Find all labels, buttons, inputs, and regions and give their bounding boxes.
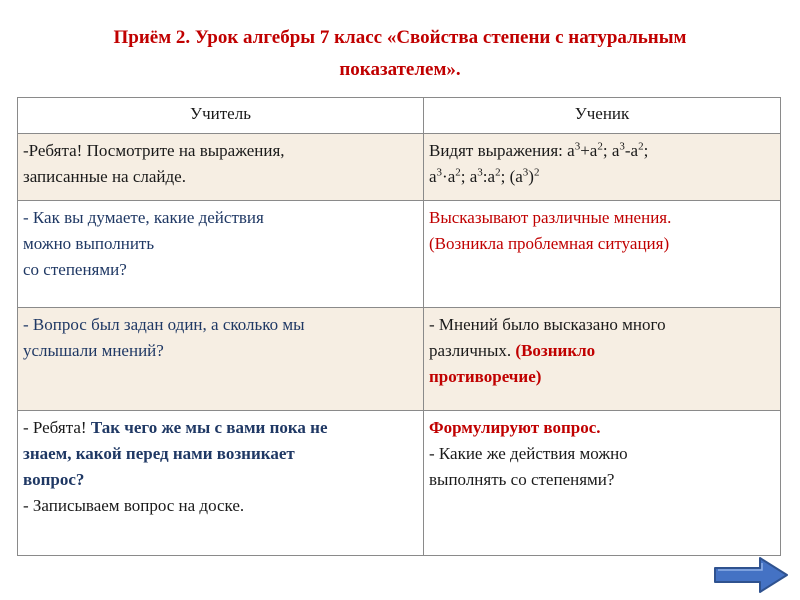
title-line-2: показателем». — [339, 59, 461, 80]
teacher-text: услышали мнений? — [23, 341, 164, 360]
teacher-cell — [18, 201, 424, 308]
student-text: (Возникла проблемная ситуация) — [429, 234, 670, 253]
teacher-text: - Вопрос был задан один, а сколько мы — [23, 315, 305, 334]
teacher-text: со степенями? — [23, 260, 127, 279]
teacher-plain: - Ребята! — [23, 418, 91, 437]
student-text: Высказывают различные мнения. — [429, 208, 672, 227]
student-cell — [424, 134, 781, 201]
table-row — [18, 308, 781, 411]
teacher-highlight: вопрос? — [23, 470, 85, 489]
teacher-cell — [18, 411, 424, 556]
student-highlight: (Возникло — [515, 341, 596, 360]
student-cell — [424, 308, 781, 411]
teacher-text: -Ребята! Посмотрите на выражения, — [23, 141, 285, 160]
student-text — [429, 338, 775, 364]
page-title — [0, 22, 800, 86]
student-plain: различных. — [429, 341, 516, 360]
table-row — [18, 134, 781, 201]
table-header-row — [18, 98, 781, 134]
student-cell — [424, 201, 781, 308]
header-student: Ученик — [424, 98, 781, 134]
lesson-table — [17, 97, 781, 556]
header-teacher: Учитель — [18, 98, 424, 134]
table-row — [18, 201, 781, 308]
teacher-text: можно выполнить — [23, 234, 155, 253]
student-highlight: противоречие) — [429, 367, 542, 386]
teacher-text: - Как вы думаете, какие действия — [23, 208, 264, 227]
student-highlight: Формулируют вопрос. — [429, 418, 601, 437]
teacher-text: - Записываем вопрос на доске. — [23, 496, 245, 515]
student-text — [429, 138, 775, 164]
teacher-highlight: знаем, какой перед нами возникает — [23, 444, 295, 463]
expression-line-1: $a^3+a^2$; $a^3-a^2$; — [567, 140, 649, 160]
teacher-cell — [18, 134, 424, 201]
student-text: выполнять со степенями? — [429, 470, 615, 489]
student-text: - Мнений было высказано много — [429, 315, 666, 334]
next-slide-button[interactable] — [712, 555, 790, 595]
student-prefix: Видят выражения: — [429, 141, 568, 160]
teacher-text: записанные на слайде. — [23, 167, 186, 186]
student-text: - Какие же действия можно — [429, 444, 628, 463]
teacher-highlight: Так чего же мы с вами пока не — [90, 418, 328, 437]
teacher-text — [23, 415, 418, 441]
table-row — [18, 411, 781, 556]
title-line-1: Приём 2. Урок алгебры 7 класс «Свойства степени с натуральным — [113, 27, 687, 48]
right-arrow-icon — [715, 558, 787, 592]
teacher-cell — [18, 308, 424, 411]
student-cell — [424, 411, 781, 556]
expression-line-2: $a^3\cdot a^2$; $a^3:a^2$; $(a^3)^2$ — [429, 166, 540, 186]
